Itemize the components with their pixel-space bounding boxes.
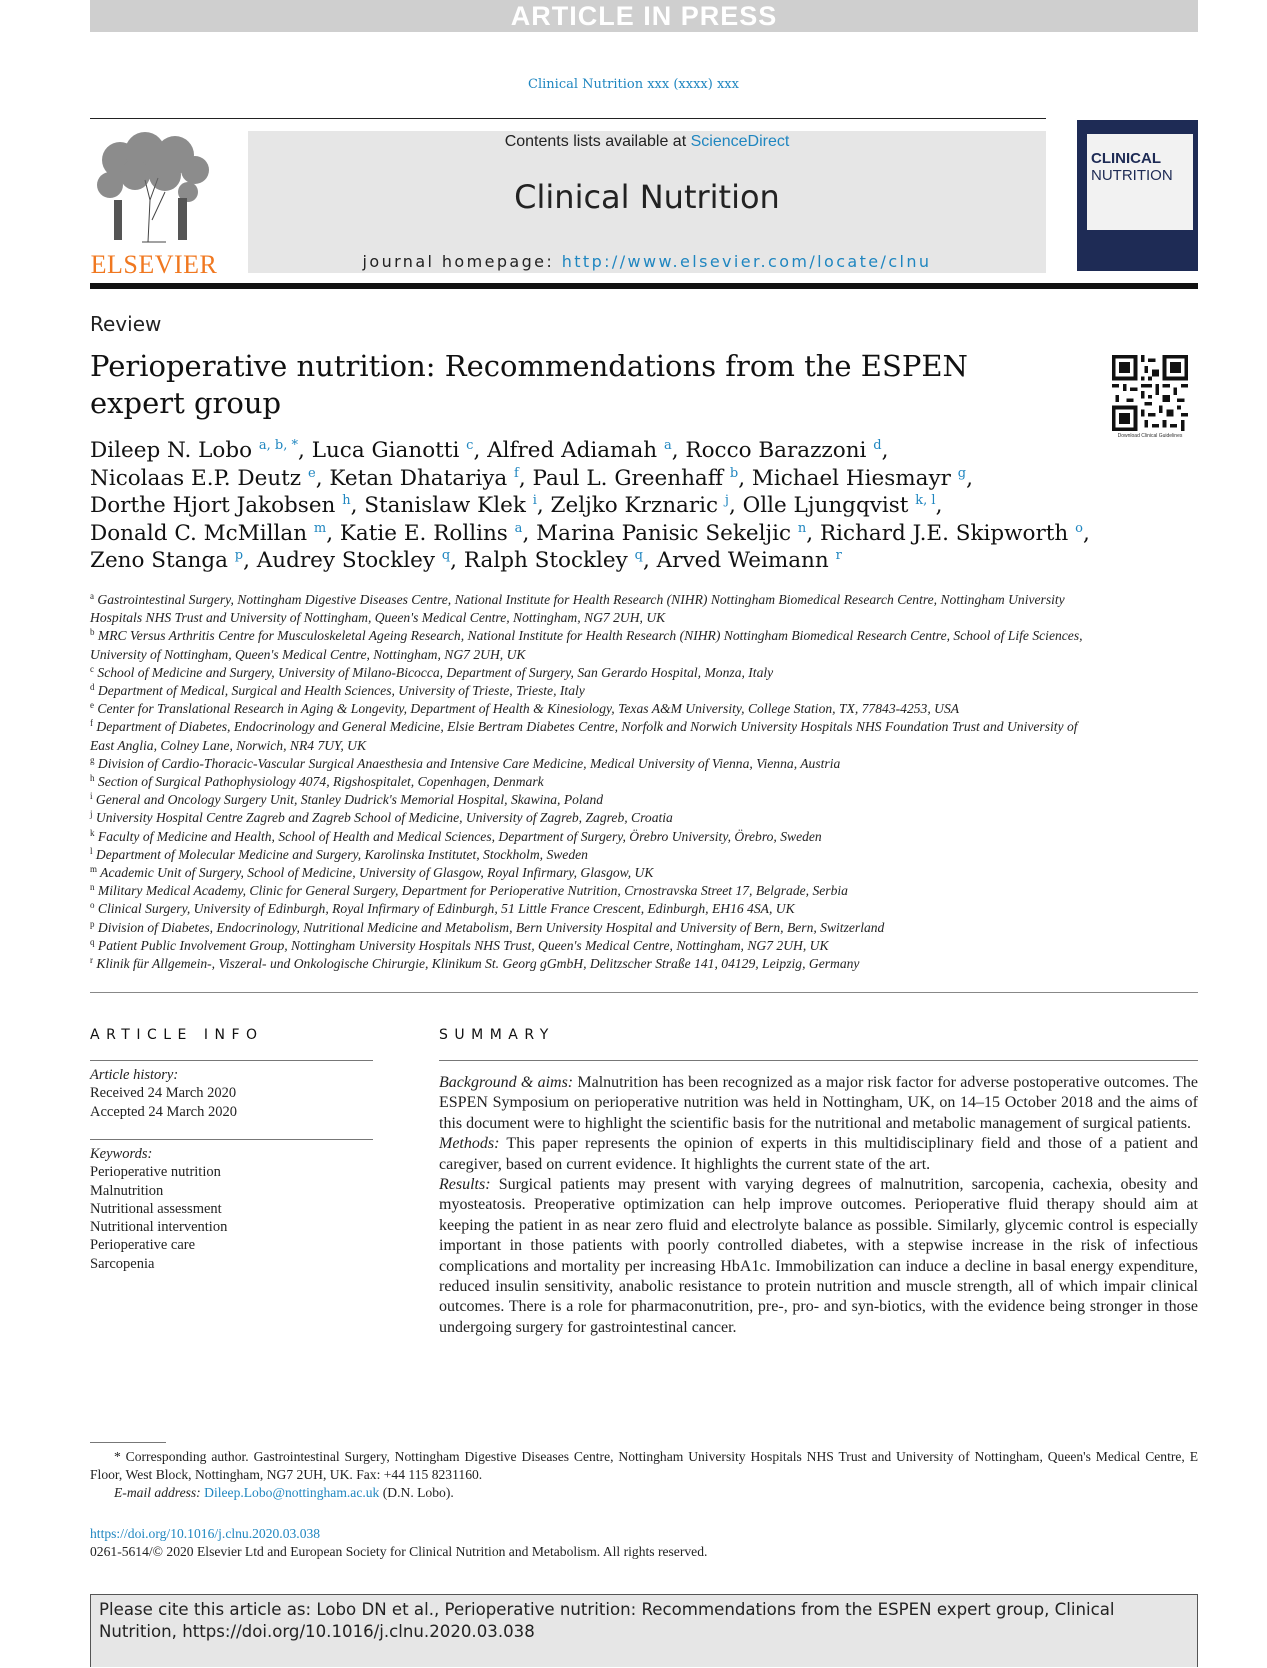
- affiliation-text: Clinical Surgery, University of Edinburgh, Royal Infirmary of Edinburgh, 51 Little France Crescent, Edinburgh, EH16 4SA, UK: [94, 901, 795, 917]
- affiliation-list: [90, 591, 1090, 973]
- affiliation-text: Section of Surgical Pathophysiology 4074, Rigshospitalet, Copenhagen, Denmark: [94, 774, 544, 790]
- author-separator: ,: [473, 438, 488, 463]
- author-affiliation-marker[interactable]: a, b, *: [258, 438, 299, 453]
- accepted-date: Accepted 24 March 2020: [90, 1103, 237, 1120]
- keywords-block: [90, 1145, 373, 1273]
- affiliation-item: [90, 937, 1090, 955]
- affiliation-text: Patient Public Involvement Group, Nottingham University Hospitals NHS Trust, Queen's Medical Centre, Nottingham, NG7 2UH, UK: [94, 937, 829, 953]
- elsevier-tree-logo: [90, 130, 218, 248]
- author-separator: ,: [966, 465, 973, 491]
- author-separator: ,: [350, 493, 365, 518]
- summary-paragraph-label: Results:: [439, 1176, 491, 1194]
- keywords-label: Keywords:: [90, 1146, 153, 1162]
- author-name[interactable]: Richard J.E. Skipworth: [819, 520, 1076, 546]
- affiliation-text: MRC Versus Arthritis Centre for Musculoskeletal Ageing Research, National Institute for Health Research (NIHR) Nottingham Biomedical Research Centre, School of Life Sciences, University of Nottingham, Queen's Medical Centre, Nottingham, NG7 2UH, UK: [90, 628, 1083, 662]
- affiliation-key: i: [90, 791, 93, 802]
- author-name[interactable]: Michael Hiesmayr: [751, 465, 958, 491]
- affiliation-text: Department of Diabetes, Endocrinology and General Medicine, Elsie Bertram Diabetes Centre, Norfolk and Norwich University Hospitals NHS Foundation Trust and University of East Anglia, Colney Lane, Norwich, NR4 7UY, UK: [90, 719, 1078, 753]
- author-affiliation-marker[interactable]: q: [441, 548, 451, 563]
- affiliation-item: [90, 882, 1090, 900]
- affiliation-key: p: [90, 918, 95, 929]
- affiliation-text: Academic Unit of Surgery, School of Medicine, University of Glasgow, Royal Infirmary, Glasgow, UK: [97, 865, 654, 881]
- affiliation-item: [90, 791, 1090, 809]
- received-date: Received 24 March 2020: [90, 1085, 237, 1102]
- affiliation-text: Division of Cardio-Thoracic-Vascular Surgical Anaesthesia and Intensive Care Medicine, Medical University of Vienna, Vienna, Austria: [94, 755, 841, 771]
- affiliation-item: [90, 718, 1090, 754]
- doi-link[interactable]: https://doi.org/10.1016/j.clnu.2020.03.038: [90, 1526, 321, 1541]
- article-in-press-banner: ARTICLE IN PRESS: [90, 0, 1198, 32]
- contents-prefix: Contents lists available at: [504, 133, 687, 150]
- affiliation-item: [90, 700, 1090, 718]
- article-history: [90, 1066, 373, 1121]
- author-separator: ,: [642, 548, 657, 573]
- author-affiliation-marker[interactable]: q: [634, 548, 643, 563]
- affiliation-text: Faculty of Medicine and Health, School of Health and Medical Sciences, Department of Surgery, Örebro University, Örebro, Sweden: [94, 828, 822, 844]
- affiliation-text: School of Medicine and Surgery, University of Milano-Bicocca, Department of Surgery, San Gerardo Hospital, Monza, Italy: [94, 664, 774, 680]
- summary-heading: SUMMARY: [439, 1027, 555, 1043]
- author-name[interactable]: Dorthe Hjort Jakobsen: [90, 493, 343, 518]
- affiliation-text: University Hospital Centre Zagreb and Zagreb School of Medicine, University of Zagreb, Zagreb, Croatia: [92, 810, 673, 826]
- affiliation-text: Military Medical Academy, Clinic for General Surgery, Department for Perioperative Nutrition, Crnostravska Street 17, Belgrade, Serbia: [94, 883, 848, 899]
- affiliation-item: [90, 864, 1090, 882]
- author-name[interactable]: Audrey Stockley: [256, 548, 442, 573]
- affiliation-key: k: [90, 827, 95, 838]
- affiliation-key: o: [90, 900, 95, 911]
- affiliation-text: Department of Medical, Surgical and Health Sciences, University of Trieste, Trieste, Italy: [94, 683, 585, 699]
- author-affiliation-marker[interactable]: d: [873, 438, 882, 453]
- summary-paragraph-text: Malnutrition has been recognized as a major risk factor for adverse postoperative outcomes. The ESPEN Symposium on perioperative nutrition was held in Nottingham, UK, on 14–15 October 2018 and the aims of this document were to highlight the scientific basis for the nutritional and metabolic management of surgical patients.: [439, 1074, 1198, 1132]
- qr-code-icon[interactable]: [1112, 355, 1188, 431]
- summary-paragraph: [439, 1073, 1198, 1134]
- author-separator: ,: [728, 493, 743, 518]
- journal-reference-link[interactable]: Clinical Nutrition xxx (xxxx) xxx: [528, 77, 739, 92]
- email-link[interactable]: Dileep.Lobo@nottingham.ac.uk: [204, 1485, 380, 1500]
- email-suffix: (D.N. Lobo).: [382, 1485, 454, 1500]
- author-name[interactable]: Marina Panisic Sekeljic: [536, 520, 798, 546]
- summary-body: [439, 1073, 1198, 1338]
- author-name[interactable]: Paul L. Greenhaff: [532, 465, 730, 491]
- affiliation-key: b: [90, 627, 95, 638]
- keyword-item[interactable]: Malnutrition: [90, 1182, 164, 1199]
- summary-paragraph: [439, 1134, 1198, 1175]
- author-separator: ,: [1082, 520, 1090, 546]
- cover-title-line-2: NUTRITION: [1091, 167, 1173, 184]
- author-name[interactable]: Zeljko Krznaric: [550, 493, 725, 518]
- author-separator: ,: [450, 548, 464, 573]
- keyword-item[interactable]: Sarcopenia: [90, 1255, 155, 1272]
- affiliation-text: General and Oncology Surgery Unit, Stanley Dudrick's Memorial Hospital, Skawina, Poland: [92, 792, 604, 808]
- elsevier-wordmark: ELSEVIER: [90, 250, 218, 279]
- journal-title: Clinical Nutrition: [514, 178, 780, 216]
- author-separator: ,: [315, 465, 330, 491]
- contents-line: [248, 133, 1046, 151]
- article-info-rule: [90, 1060, 373, 1061]
- author-separator: ,: [738, 465, 752, 491]
- affiliation-key: e: [90, 700, 94, 711]
- affiliation-key: h: [90, 773, 95, 784]
- affiliation-key: j: [90, 809, 93, 820]
- email-line: [90, 1484, 1198, 1502]
- summary-paragraph-label: Methods:: [439, 1135, 500, 1153]
- author-affiliation-marker[interactable]: a: [514, 520, 523, 536]
- affiliation-text: Klinik für Allgemein-, Viszeral- und Onkologische Chirurgie, Klinikum St. Georg gGmbH, Delitzscher Straße 141, 04129, Leipzig, Germany: [93, 956, 860, 972]
- author-name[interactable]: Rocco Barazzoni: [685, 438, 874, 463]
- author-name[interactable]: Ketan Dhatariya: [329, 465, 515, 491]
- homepage-prefix: journal homepage:: [362, 252, 555, 271]
- summary-paragraph-text: Surgical patients may present with varying degrees of malnutrition, sarcopenia, cachexia, obesity and myosteatosis. Preoperative optimization can help improve outcomes. Perioperative fluid therapy should aim at keeping the patient in as near zero fluid and electrolyte balance as possible. Similarly, glycemic control is especially important in those patients with poorly controlled diabetes, with a stepwise increase in the risk of infectious complications and mortality per increasing HbA1c. Immobilization can induce a decline in basal energy expenditure, reduced insulin sensitivity, anabolic resistance to protein nutrition and muscle strength, all of which impair clinical outcomes. There is a role for pharmaconutrition, pre-, pro- and syn-biotics, with the evidence being stronger in those undergoing surgery for gastrointestinal cancer.: [439, 1176, 1198, 1336]
- email-label: E-mail address:: [114, 1485, 201, 1500]
- history-label: Article history:: [90, 1067, 179, 1083]
- header-divider: [90, 118, 1046, 119]
- author-name[interactable]: Luca Gianotti: [311, 438, 467, 463]
- keyword-item[interactable]: Nutritional assessment: [90, 1200, 222, 1217]
- affiliation-item: [90, 809, 1090, 827]
- affiliation-item: [90, 919, 1090, 937]
- author-affiliation-marker[interactable]: g: [957, 465, 967, 481]
- affiliation-key: f: [90, 718, 93, 729]
- affiliation-item: [90, 828, 1090, 846]
- journal-homepage-line: [248, 252, 1046, 271]
- author-affiliation-marker[interactable]: a: [663, 438, 672, 453]
- affiliation-key: m: [90, 864, 98, 875]
- header-thick-rule: [90, 283, 1198, 289]
- affiliation-text: Department of Molecular Medicine and Surgery, Karolinska Institutet, Stockholm, Sweden: [92, 846, 588, 862]
- author-separator: ,: [935, 493, 943, 518]
- affiliation-item: [90, 682, 1090, 700]
- affiliation-key: r: [90, 955, 93, 966]
- author-name[interactable]: Nicolaas E.P. Deutz: [90, 465, 308, 491]
- affiliation-item: [90, 773, 1090, 791]
- keyword-item[interactable]: Perioperative care: [90, 1237, 196, 1254]
- author-affiliation-marker[interactable]: f: [514, 465, 519, 481]
- affiliation-key: l: [90, 845, 93, 856]
- qr-caption: Download Clinical Guidelines: [1117, 433, 1183, 439]
- author-separator: ,: [518, 465, 533, 491]
- keyword-item[interactable]: Nutritional intervention: [90, 1219, 228, 1236]
- author-affiliation-marker[interactable]: n: [797, 520, 807, 536]
- cover-label-panel: [1087, 134, 1193, 230]
- footnote-rule: [90, 1442, 166, 1443]
- summary-paragraph-text: This paper represents the opinion of experts in this multidisciplinary field and those of a patient and caregiver, based on current evidence. It highlights the current state of the art.: [439, 1135, 1198, 1173]
- author-separator: ,: [881, 438, 889, 463]
- affiliation-text: Division of Diabetes, Endocrinology, Nutritional Medicine and Metabolism, Bern University Hospital and University of Bern, Bern, Switzerland: [94, 919, 885, 935]
- author-name[interactable]: Katie E. Rollins: [339, 520, 515, 546]
- affiliation-item: [90, 846, 1090, 864]
- author-name[interactable]: Alfred Adiamah: [487, 438, 664, 463]
- affiliation-key: g: [90, 754, 95, 765]
- affiliation-text: Gastrointestinal Surgery, Nottingham Digestive Diseases Centre, National Institute for Health Research (NIHR) Nottingham Biomedical Research Centre, Nottingham University Hospitals NHS Trust and University of Nottingham, Queen's Medical Centre, Nottingham, NG7 2UH, UK: [90, 592, 1065, 626]
- affiliation-item: [90, 900, 1090, 918]
- author-affiliation-marker[interactable]: e: [307, 465, 316, 481]
- author-separator: ,: [671, 438, 686, 463]
- author-name[interactable]: Donald C. McMillan: [90, 520, 314, 546]
- author-name[interactable]: Dileep N. Lobo: [90, 438, 259, 463]
- author-separator: ,: [806, 520, 820, 546]
- affiliation-item: [90, 755, 1090, 773]
- affiliation-item: [90, 591, 1090, 627]
- author-affiliation-marker[interactable]: c: [466, 438, 474, 453]
- affiliation-text: Center for Translational Research in Aging & Longevity, Department of Health & Kinesiology, Texas A&M University, College Station, TX, 77843-4253, USA: [94, 701, 960, 717]
- affiliations-divider: [90, 992, 1198, 993]
- author-affiliation-marker[interactable]: j: [724, 493, 729, 508]
- author-name[interactable]: Zeno Stanga: [90, 548, 235, 573]
- author-name[interactable]: Olle Ljungqvist: [742, 493, 916, 518]
- author-affiliation-marker[interactable]: m: [313, 520, 327, 536]
- affiliation-item: [90, 955, 1090, 973]
- author-affiliation-marker[interactable]: p: [234, 548, 244, 563]
- author-affiliation-marker[interactable]: h: [342, 493, 351, 508]
- author-separator: ,: [522, 520, 537, 546]
- author-affiliation-marker[interactable]: r: [835, 548, 842, 563]
- author-separator: ,: [243, 548, 257, 573]
- copyright-line: 0261-5614/© 2020 Elsevier Ltd and European Society for Clinical Nutrition and Metabolism. All rights reserved.: [90, 1544, 708, 1559]
- cover-title-line-1: CLINICAL: [1091, 150, 1161, 167]
- author-separator: ,: [536, 493, 551, 518]
- author-affiliation-marker[interactable]: k, l: [915, 493, 936, 508]
- author-name[interactable]: Ralph Stockley: [463, 548, 635, 573]
- author-affiliation-marker[interactable]: b: [729, 465, 739, 481]
- journal-cover-thumbnail[interactable]: [1077, 120, 1198, 271]
- affiliation-item: [90, 627, 1090, 663]
- affiliation-item: [90, 664, 1090, 682]
- sciencedirect-link[interactable]: ScienceDirect: [690, 133, 790, 150]
- author-name[interactable]: Stanislaw Klek: [364, 493, 533, 518]
- affiliation-key: n: [90, 882, 95, 893]
- article-title: Perioperative nutrition: Recommendations from the ESPEN expert group: [90, 349, 968, 420]
- affiliation-key: c: [90, 663, 94, 674]
- keyword-item[interactable]: Perioperative nutrition: [90, 1164, 221, 1181]
- article-type: Review: [90, 312, 162, 336]
- summary-paragraph-label: Background & aims:: [439, 1074, 574, 1091]
- corresponding-author-note: * Corresponding author. Gastrointestinal Surgery, Nottingham Digestive Diseases Centre, Nottingham University Hospitals NHS Trust and University of Nottingham, Queen's Medical Centre, E Floor, West Block, Nottingham, NG7 2UH, UK. Fax: +44 115 8231160.: [90, 1449, 1198, 1482]
- author-list: [90, 437, 1200, 575]
- author-affiliation-marker[interactable]: i: [532, 493, 537, 508]
- affiliation-key: d: [90, 682, 95, 693]
- author-separator: ,: [326, 520, 340, 546]
- author-name[interactable]: Arved Weimann: [656, 548, 836, 573]
- article-info-heading: ARTICLE INFO: [90, 1027, 264, 1043]
- affiliation-key: q: [90, 936, 95, 947]
- author-separator: ,: [298, 438, 312, 463]
- affiliation-key: a: [90, 591, 94, 601]
- corresponding-footnote: [90, 1448, 1198, 1502]
- homepage-url-link[interactable]: http://www.elsevier.com/locate/clnu: [561, 252, 932, 271]
- summary-paragraph: [439, 1175, 1198, 1338]
- citation-text: Please cite this article as: Lobo DN et al., Perioperative nutrition: Recommendations from the ESPEN expert group, Clinical Nutrition, https://doi.org/10.1016/j.clnu.2020.03.038: [99, 1600, 1115, 1641]
- summary-rule: [439, 1060, 1198, 1061]
- keywords-rule: [90, 1139, 373, 1140]
- author-affiliation-marker[interactable]: o: [1075, 520, 1083, 536]
